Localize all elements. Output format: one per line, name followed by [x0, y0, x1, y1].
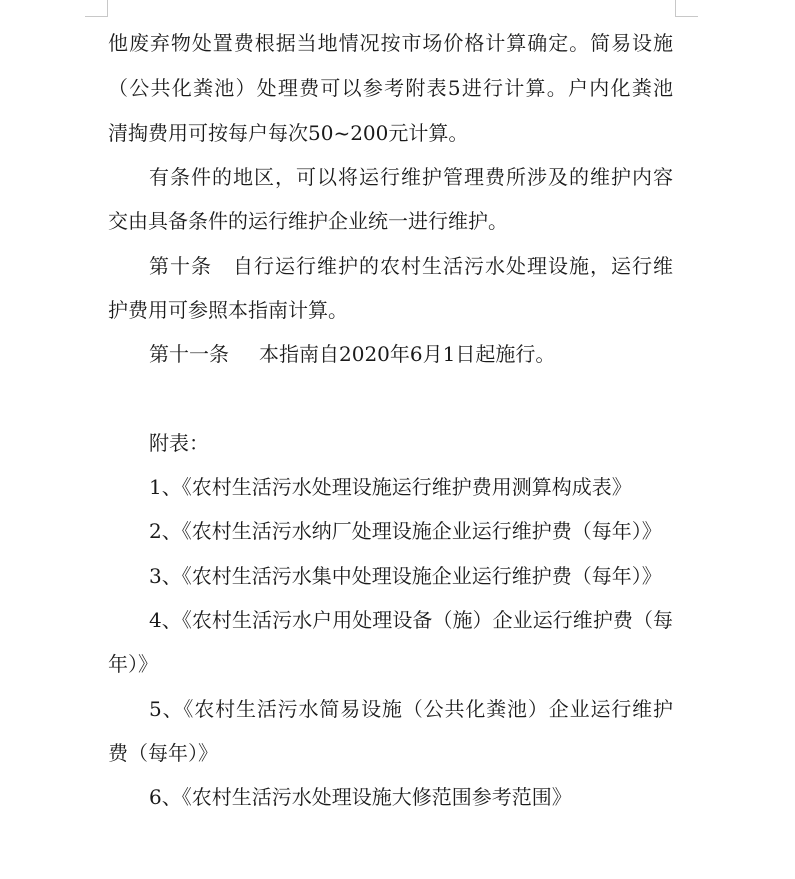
paragraph-line: 他废弃物处置费根据当地情况按市场价格计算确定。简易设施 — [108, 31, 673, 55]
appendix-item-5-cont: 费（每年）》 — [108, 741, 218, 765]
paragraph-line: 交由具备条件的运行维护企业统一进行维护。 — [108, 209, 508, 233]
page-corner-mark-right — [675, 0, 698, 17]
appendix-item-6: 6、《农村生活污水处理设施大修范围参考范围》 — [149, 785, 572, 809]
article-11-body: 本指南自2020年6月1日起施行。 — [259, 342, 556, 366]
appendix-item-2: 2、《农村生活污水纳厂处理设施企业运行维护费（每年）》 — [149, 519, 662, 543]
paragraph-line: （公共化粪池）处理费可以参考附表5进行计算。户内化粪池 — [108, 76, 673, 100]
article-10-number: 第十条 — [149, 254, 212, 278]
appendix-item-4: 4、《农村生活污水户用处理设备（施）企业运行维护费（每 — [149, 608, 673, 632]
page-corner-mark-left — [85, 0, 108, 17]
article-10-body: 自行运行维护的农村生活污水处理设施， — [232, 254, 611, 278]
appendix-item-3: 3、《农村生活污水集中处理设施企业运行维护费（每年）》 — [149, 564, 662, 588]
paragraph-line: 清掏费用可按每户每次50~200元计算。 — [108, 121, 469, 145]
appendix-item-4-cont: 年）》 — [108, 652, 158, 676]
article-10-first-line — [149, 251, 673, 281]
article-11-number: 第十一条 — [149, 342, 229, 366]
appendix-item-1: 1、《农村生活污水处理设施运行维护费用测算构成表》 — [149, 475, 632, 499]
paragraph-line: 护费用可参照本指南计算。 — [108, 298, 348, 322]
appendix-heading: 附表： — [149, 431, 209, 455]
article-11-line — [149, 339, 673, 369]
article-10-line-end: 运行维 — [611, 254, 673, 278]
appendix-item-5: 5、《农村生活污水简易设施（公共化粪池）企业运行维护 — [149, 697, 673, 721]
paragraph-line: 有条件的地区，可以将运行维护管理费所涉及的维护内容 — [149, 165, 673, 189]
